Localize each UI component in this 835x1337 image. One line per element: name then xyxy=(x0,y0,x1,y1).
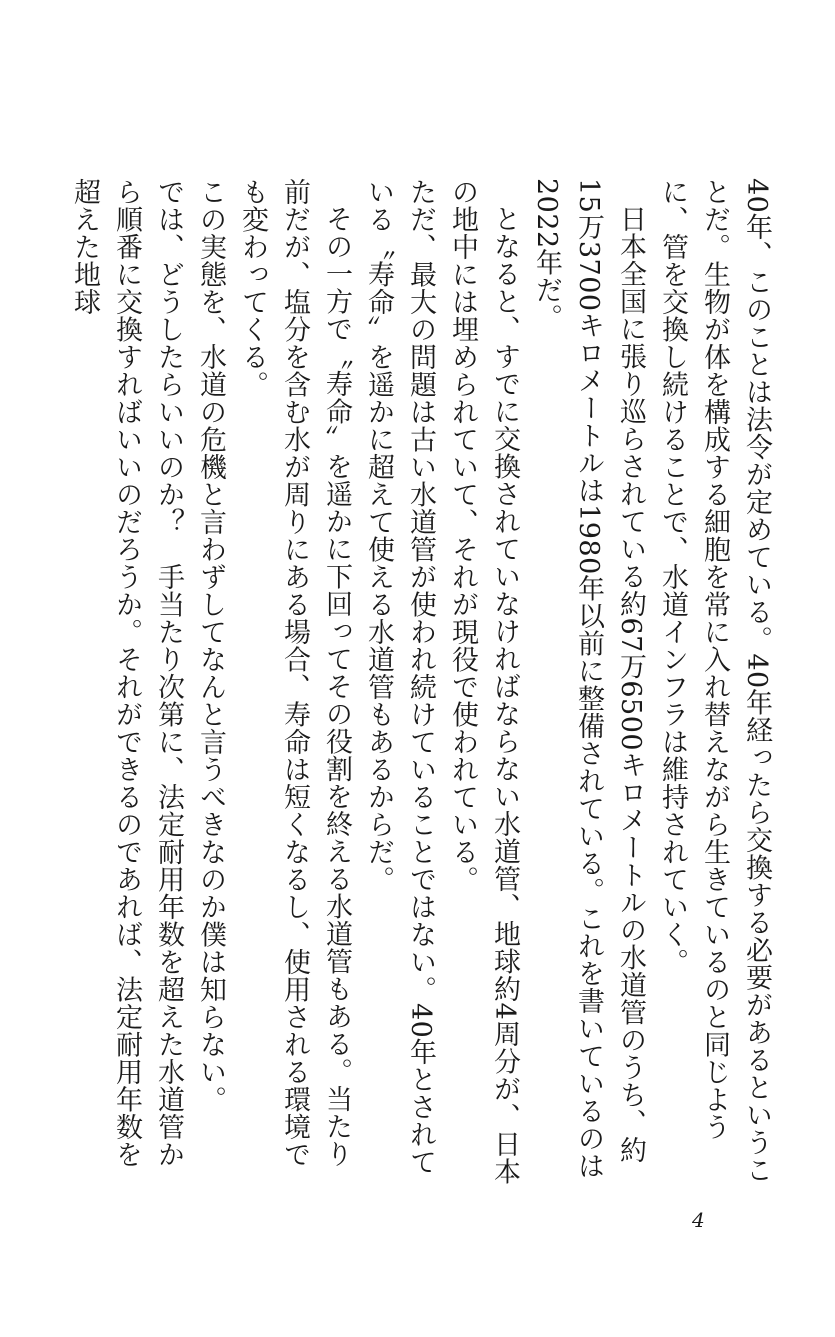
paragraph-4: ただ、最大の問題は古い水道管が使われ続けていることではない。40年とされている〝寿命〟を遥かに超えて使える水道管もあるからだ。 xyxy=(363,178,436,1176)
paragraph-6: この実態を、水道の危機と言わずしてなんと言うべきなのか僕は知らない。 xyxy=(195,178,226,1113)
paragraph-3: となると、すでに交換されていなければならない水道管、地球約4周分が、日本の地中には埋められていて、それが現役で使われている。 xyxy=(447,178,520,1186)
vertical-text-body xyxy=(57,178,777,1188)
paragraph-5: その一方で〝寿命〟を遥かに下回ってその役割を終える水道管もある。当たり前だが、塩分を含む水が周りにある場合、寿命は短くなるし、使用される環境でも変わってくる。 xyxy=(237,178,352,1168)
paragraph-1: 40年、このことは法令が定めている。40年経ったら交換する必要があるということだ。生物が体を構成する細胞を常に入れ替えながら生きているのと同じように、管を交換し続けることで、水道インフラは維持されていく。 xyxy=(657,178,772,1184)
paragraph-7: では、どうしたらいいのか？ 手当たり次第に、法定耐用年数を超えた水道管から順番に交換すればいいのだろうか。それができるのであれば、法定耐用年数を超えた地球 xyxy=(69,178,184,1168)
page-number: 4 xyxy=(692,1208,705,1232)
paragraph-2: 日本全国に張り巡らされている約67万6500キロメートルの水道管のうち、約15万3700キロメートルは1980年以前に整備されている。これを書いているのは2022年だ。 xyxy=(531,178,646,1180)
